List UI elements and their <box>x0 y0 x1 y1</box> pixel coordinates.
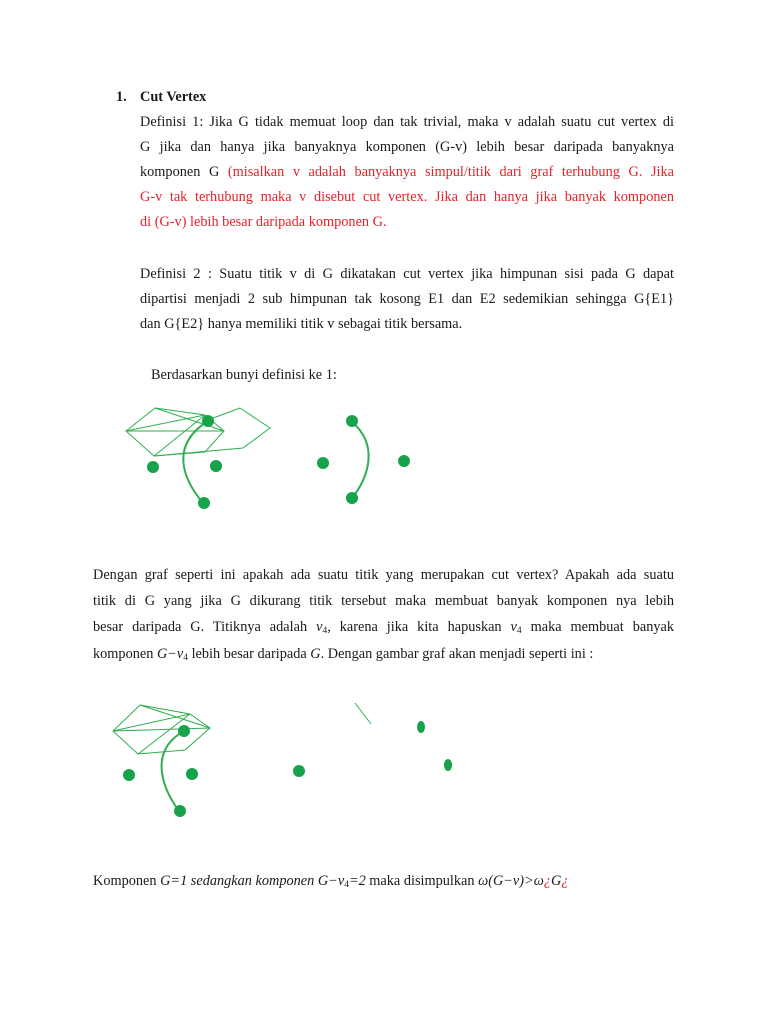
section-title: Cut Vertex <box>140 89 207 105</box>
math-inverted-question-2: ¿ <box>561 873 569 889</box>
vertex <box>123 769 135 781</box>
section-number: 1. <box>116 89 127 105</box>
para-line4-text-a: komponen <box>93 646 157 662</box>
graph3-curve-edge <box>162 731 184 811</box>
def1-line3-red: (misalkan v adalah banyaknya simpul/titik dari graf terhubung G. Jika <box>227 164 674 180</box>
def1-line3-black: komponen G <box>140 164 228 180</box>
vertex <box>174 805 186 817</box>
math-omega: ω(G−v)>ω <box>478 873 544 889</box>
vertex <box>417 721 425 733</box>
para-line1: Dengan graf seperti ini apakah ada suatu titik yang merupakan cut vertex? Apakah ada suatu <box>93 567 674 583</box>
para-line3-text-b: , karena jika kita hapuskan <box>327 619 511 635</box>
math-inverted-question-1: ¿ <box>543 873 551 889</box>
vertex <box>293 765 305 777</box>
math-g-minus-v: G−v <box>156 646 184 662</box>
math-g: G <box>310 646 321 662</box>
isolated-edge <box>355 703 371 724</box>
graph3-edge <box>140 705 210 728</box>
graph3-edge <box>113 728 210 731</box>
math-sub: 4 <box>322 626 328 636</box>
math-sub: 4 <box>516 626 522 636</box>
para-line4-text-b: lebih besar daripada <box>188 646 311 662</box>
vertex <box>186 768 198 780</box>
para-line3-text-a: besar daripada G. Titiknya adalah <box>93 619 317 635</box>
math-expr-2: =2 <box>348 873 366 889</box>
vertex <box>178 725 190 737</box>
conclusion-line <box>93 872 568 890</box>
math-v: v <box>510 619 517 635</box>
def2-line2: dipartisi menjadi 2 sub himpunan tak kosong E1 dan E2 sedemikian sehingga G{E1} <box>140 291 674 307</box>
conclusion-middle: maka disimpulkan <box>365 873 479 889</box>
math-expr-1: G=1 sedangkan komponen G−v <box>160 873 345 889</box>
intro-text: Berdasarkan bunyi definisi ke 1: <box>151 367 337 383</box>
conclusion-prefix: Komponen <box>93 873 161 889</box>
def2-line1: Definisi 2 : Suatu titik v di G dikatakan cut vertex jika himpunan sisi pada G dapat <box>140 266 674 282</box>
math-g: G <box>550 873 562 889</box>
para-line3-text-c: maka membuat banyak <box>521 619 674 635</box>
def1-line2: G jika dan hanya jika banyaknya komponen (G-v) lebih besar daripada banyaknya <box>140 139 674 155</box>
def1-line4: G-v tak terhubung maka v disebut cut vertex. Jika dan hanya jika banyak komponen <box>140 189 674 205</box>
def1-line1: Definisi 1: Jika G tidak memuat loop dan tak trivial, maka v adalah suatu cut vertex di <box>140 114 674 130</box>
math-sub: 4 <box>183 653 189 663</box>
para-line2: titik di G yang jika G dikurang titik tersebut maka membuat banyak komponen nya lebih <box>93 593 674 609</box>
para-line4-text-c: . Dengan gambar graf akan menjadi seperti ini : <box>320 646 594 662</box>
math-v: v <box>316 619 323 635</box>
math-sub: 4 <box>344 880 349 890</box>
def1-line5: di (G-v) lebih besar daripada komponen G. <box>140 214 387 230</box>
vertex <box>444 759 452 771</box>
def2-line3: dan G{E2} hanya memiliki titik v sebagai titik bersama. <box>140 316 463 332</box>
